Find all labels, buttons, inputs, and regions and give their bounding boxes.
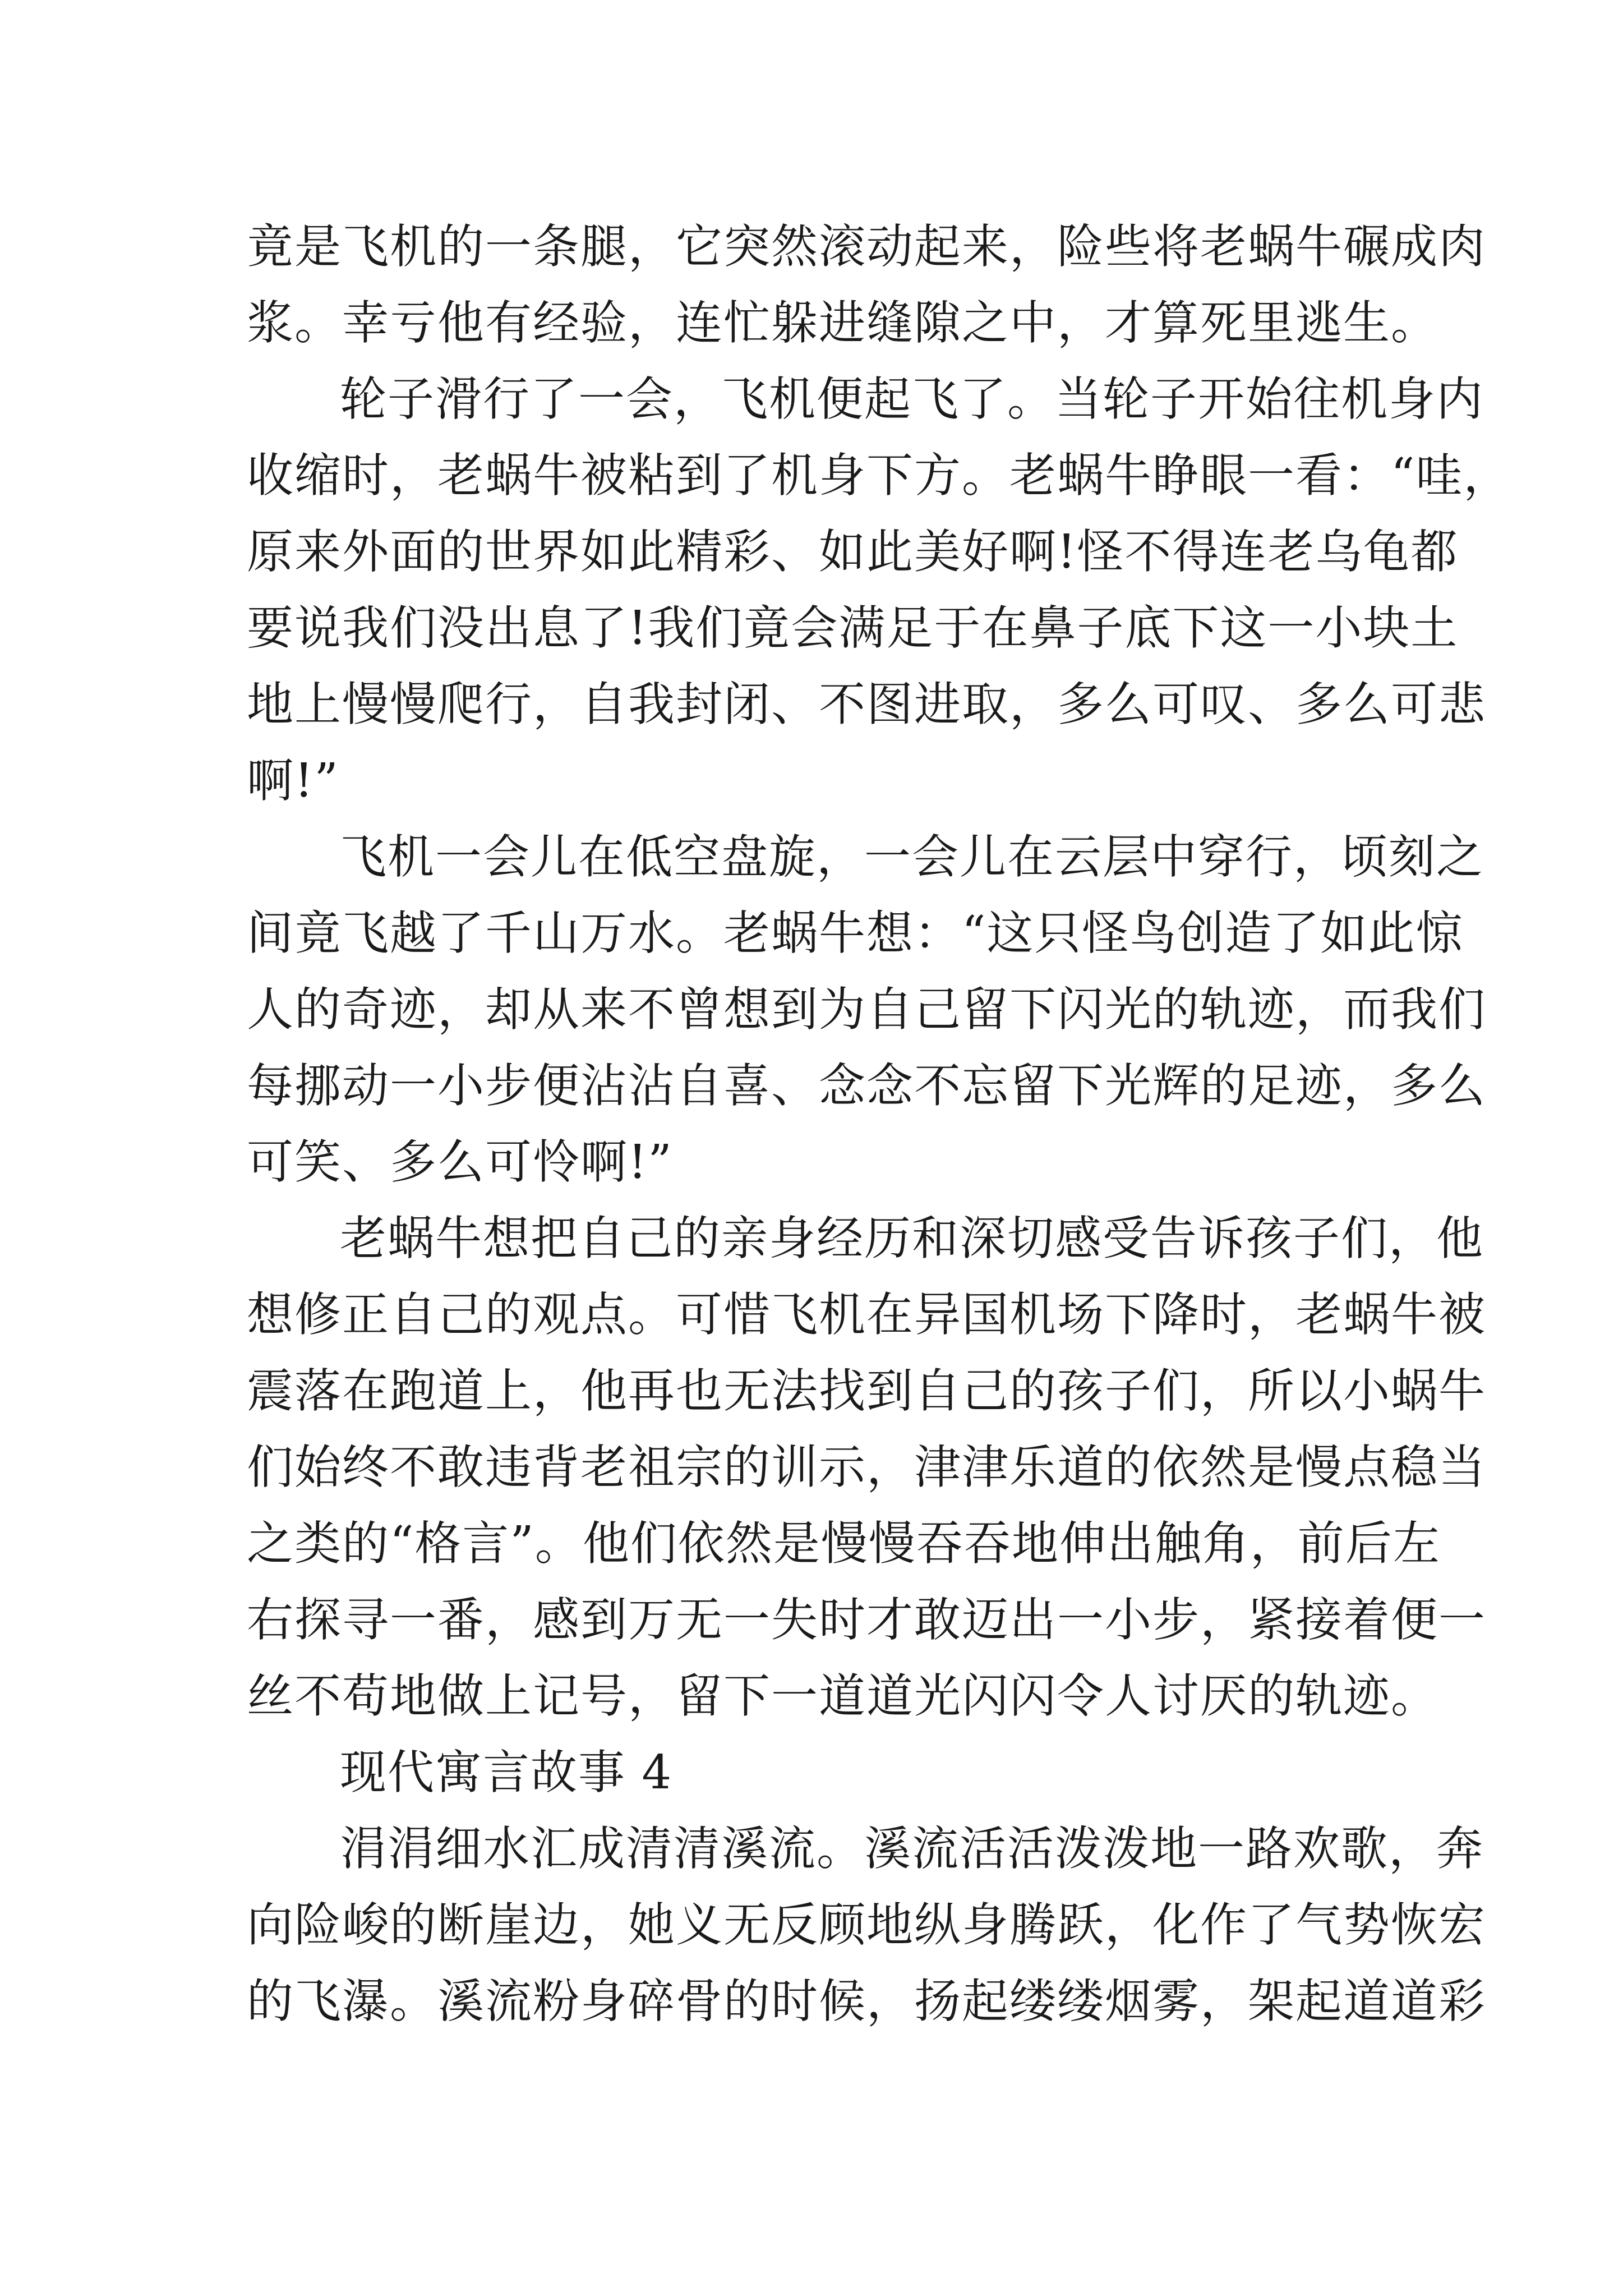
text-line: 丝不苟地做上记号，留下一道道光闪闪令人讨厌的轨迹。 [247, 1669, 1438, 1723]
text-line: 可笑、多么可怜啊!” [247, 1135, 673, 1189]
text-line: 要说我们没出息了!我们竟会满足于在鼻子底下这一小块土 [247, 601, 1459, 655]
text-line: 的飞瀑。溪流粉身碎骨的时候，扬起缕缕烟雾，架起道道彩 [247, 1974, 1486, 2028]
text-line: 竟是飞机的一条腿，它突然滚动起来，险些将老蜗牛碾成肉 [247, 219, 1486, 274]
text-line: 震落在跑道上，他再也无法找到自己的孩子们，所以小蜗牛 [247, 1364, 1486, 1418]
text-line: 收缩时，老蜗牛被粘到了机身下方。老蜗牛睁眼一看：“哇， [247, 448, 1511, 503]
text-line: 每挪动一小步便沾沾自喜、念念不忘留下光辉的足迹，多么 [247, 1059, 1486, 1113]
text-line: 轮子滑行了一会，飞机便起飞了。当轮子开始往机身内 [340, 372, 1484, 426]
text-line: 地上慢慢爬行，自我封闭、不图进取，多么可叹、多么可悲 [247, 677, 1486, 731]
text-line: 啊!” [247, 753, 339, 808]
body-text [247, 209, 1511, 2040]
section-heading: 现代寓言故事 4 [340, 1745, 673, 1800]
text-line: 人的奇迹，却从来不曾想到为自己留下闪光的轨迹，而我们 [247, 982, 1486, 1037]
text-line: 飞机一会儿在低空盘旋，一会儿在云层中穿行，顷刻之 [340, 830, 1484, 884]
text-line: 们始终不敢违背老祖宗的训示，津津乐道的依然是慢点稳当 [247, 1440, 1486, 1494]
text-line: 浆。幸亏他有经验，连忙躲进缝隙之中，才算死里逃生。 [247, 296, 1438, 350]
text-line: 间竟飞越了千山万水。老蜗牛想：“这只怪鸟创造了如此惊 [247, 906, 1464, 960]
text-line: 原来外面的世界如此精彩、如此美好啊!怪不得连老乌龟都 [247, 524, 1459, 579]
text-line: 涓涓细水汇成清清溪流。溪流活活泼泼地一路欢歌，奔 [340, 1821, 1484, 1876]
text-line: 之类的“格言”。他们依然是慢慢吞吞地伸出触角，前后左 [247, 1516, 1441, 1571]
text-line: 想修正自己的观点。可惜飞机在异国机场下降时，老蜗牛被 [247, 1287, 1486, 1342]
text-line: 右探寻一番，感到万无一失时才敢迈出一小步，紧接着便一 [247, 1593, 1486, 1647]
text-line: 老蜗牛想把自己的亲身经历和深切感受告诉孩子们，他 [340, 1211, 1484, 1266]
text-line: 向险峻的断崖边，她义无反顾地纵身腾跃，化作了气势恢宏 [247, 1898, 1486, 1952]
